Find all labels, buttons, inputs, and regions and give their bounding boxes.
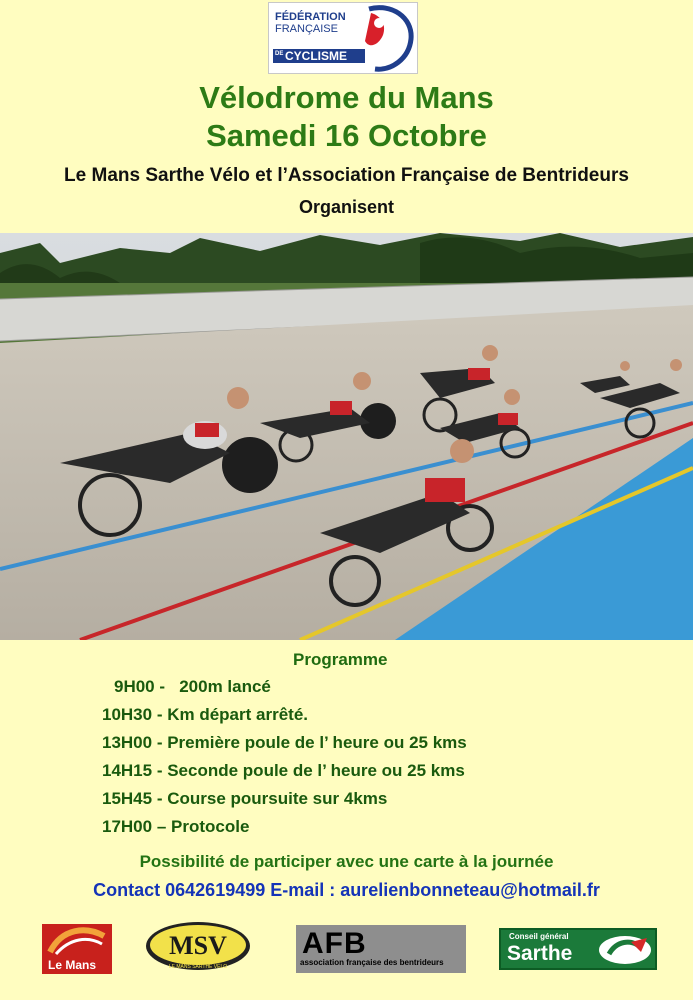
contact-text: Contact 0642619499 E-mail : aurelienbonneteau@hotmail.fr: [93, 880, 600, 900]
programme-time: 9H00 -: [114, 677, 166, 696]
programme-event: Course poursuite sur 4kms: [167, 789, 388, 808]
ffc-de: DE: [275, 51, 284, 57]
sarthe-text: Sarthe: [507, 942, 573, 965]
event-date: Samedi 16 Octobre: [206, 118, 487, 153]
sarthe-emblem-icon: [597, 934, 653, 966]
sarthe-logo: [499, 928, 657, 970]
event-title: Vélodrome du Mans: [199, 80, 494, 115]
lemans-text: Le Mans: [48, 958, 97, 972]
ffc-logo: [268, 2, 418, 74]
programme-item: [102, 705, 308, 725]
organisent: Organisent: [298, 197, 395, 217]
programme-time: 17H00 –: [102, 817, 167, 836]
afb-text: AFB: [302, 927, 367, 960]
programme-heading: Programme: [293, 650, 388, 669]
lemans-swoosh-icon: [42, 924, 112, 958]
ffc-line2: FRANÇAISE: [275, 23, 338, 35]
velodrome-photo: [0, 233, 693, 640]
msv-text: MSV: [169, 931, 227, 960]
programme-item: [114, 677, 271, 697]
ffc-line1: FÉDÉRATION: [275, 11, 346, 23]
msv-subtext: LE MANS SARTHE VÉLO: [168, 964, 228, 970]
sarthe-top-text: Conseil général: [509, 932, 569, 941]
programme-event: Première poule de l’ heure ou 25 kms: [167, 733, 467, 752]
lemans-logo: [42, 924, 112, 974]
ffc-emblem-icon: [361, 5, 417, 73]
programme-event: Km départ arrêté.: [167, 705, 308, 724]
programme-item: [102, 789, 387, 809]
msv-logo: [144, 920, 252, 972]
programme-time: 13H00 -: [102, 733, 163, 752]
organisers: Le Mans Sarthe Vélo et l’Association Française de Bentrideurs: [64, 165, 629, 186]
programme-event: 200m lancé: [169, 677, 271, 696]
afb-logo: [296, 925, 466, 973]
programme-time: 14H15 -: [102, 761, 163, 780]
afb-subtext: association française des bentrideurs: [300, 958, 444, 967]
possibilite-text: Possibilité de participer avec une carte à la journée: [139, 852, 554, 871]
programme-item: [102, 733, 467, 753]
programme-item: [102, 761, 465, 781]
programme-time: 15H45 -: [102, 789, 163, 808]
programme-time: 10H30 -: [102, 705, 163, 724]
programme-event: Protocole: [171, 817, 250, 836]
ffc-line3: CYCLISME: [285, 49, 348, 63]
programme-event: Seconde poule de l’ heure ou 25 kms: [167, 761, 465, 780]
programme-item: [102, 817, 249, 837]
